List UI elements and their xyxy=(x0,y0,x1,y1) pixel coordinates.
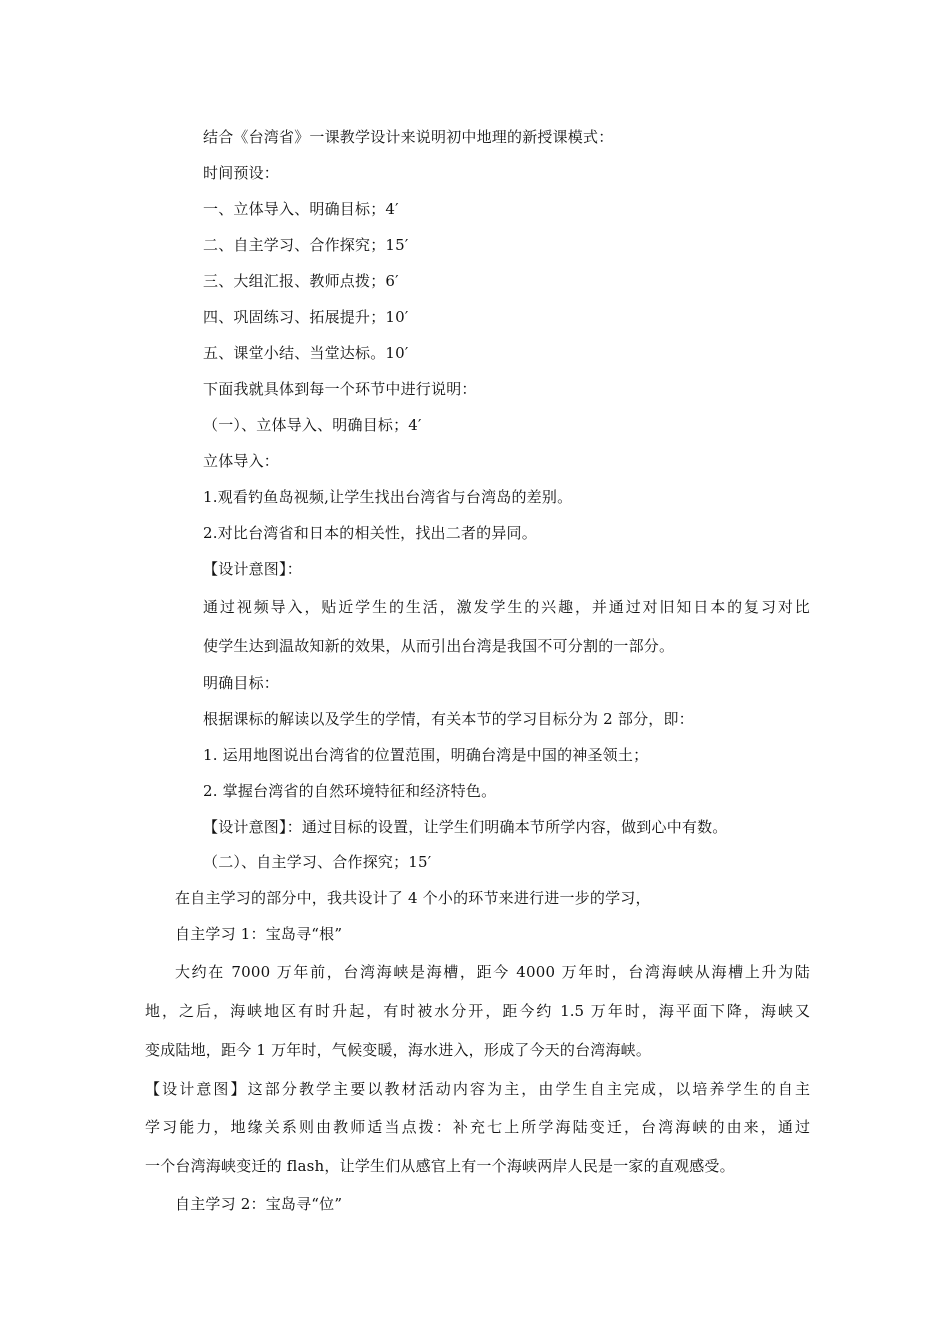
goals-heading: 明确目标： xyxy=(203,674,280,692)
design-intent-3-line-1: 【设计意图】这部分教学主要以教材活动内容为主，由学生自主完成，以培养学生的自主 xyxy=(145,1080,810,1098)
intro-line: 结合《台湾省》一课教学设计来说明初中地理的新授课模式： xyxy=(203,128,614,146)
schedule-item-3: 三、大组汇报、教师点拨；6′ xyxy=(203,272,399,290)
section-2-heading: （二）、自主学习、合作探究；15′ xyxy=(203,853,432,871)
design-intent-2: 【设计意图】：通过目标的设置，让学生们明确本节所学内容，做到心中有数。 xyxy=(203,818,728,836)
self-study-2-heading: 自主学习 2：宝岛寻“位” xyxy=(175,1195,343,1213)
design-intent-3-line-3: 一个台湾海峡变迁的 flash，让学生们从感官上有一个海峡两岸人民是一家的直观感受。 xyxy=(145,1157,735,1175)
strait-history-line-3: 变成陆地，距今 1 万年时，气候变暖，海水进入，形成了今天的台湾海峡。 xyxy=(145,1041,652,1059)
stereo-intro-item-2: 2.对比台湾省和日本的相关性，找出二者的异同。 xyxy=(203,524,537,542)
section-1-heading: （一）、立体导入、明确目标；4′ xyxy=(203,416,422,434)
schedule-item-2: 二、自主学习、合作探究；15′ xyxy=(203,236,409,254)
design-intent-1-line-1: 通过视频导入，贴近学生的生活，激发学生的兴趣，并通过对旧知日本的复习对比 xyxy=(203,598,810,616)
design-intent-3-line-2: 学习能力，地缘关系则由教师适当点拨：补充七上所学海陆变迁，台湾海峡的由来，通过 xyxy=(145,1118,810,1136)
design-intent-heading-1: 【设计意图】： xyxy=(203,560,302,578)
goal-item-1: 1. 运用地图说出台湾省的位置范围，明确台湾是中国的神圣领土； xyxy=(203,746,649,764)
design-intent-1-line-2: 使学生达到温故知新的效果，从而引出台湾是我国不可分割的一部分。 xyxy=(203,637,675,655)
time-preset-heading: 时间预设： xyxy=(203,164,280,182)
self-study-intro: 在自主学习的部分中，我共设计了 4 个小的环节来进行进一步的学习， xyxy=(175,889,651,907)
self-study-1-heading: 自主学习 1：宝岛寻“根” xyxy=(175,925,343,943)
strait-history-line-1: 大约在 7000 万年前，台湾海峡是海槽，距今 4000 万年时，台湾海峡从海槽上升为陆 xyxy=(175,963,810,981)
stereo-intro-item-1: 1.观看钓鱼岛视频,让学生找出台湾省与台湾岛的差别。 xyxy=(203,488,573,506)
strait-history-line-2: 地，之后，海峡地区有时升起，有时被水分开，距今约 1.5 万年时，海平面下降，海峡又 xyxy=(145,1002,810,1020)
schedule-item-5: 五、课堂小结、当堂达标。10′ xyxy=(203,344,409,362)
goal-item-2: 2. 掌握台湾省的自然环境特征和经济特色。 xyxy=(203,782,497,800)
goals-intro: 根据课标的解读以及学生的学情，有关本节的学习目标分为 2 部分，即： xyxy=(203,710,694,728)
schedule-item-1: 一、立体导入、明确目标；4′ xyxy=(203,200,399,218)
stereo-intro-heading: 立体导入： xyxy=(203,452,280,470)
explanation-intro: 下面我就具体到每一个环节中进行说明： xyxy=(203,380,477,398)
schedule-item-4: 四、巩固练习、拓展提升；10′ xyxy=(203,308,409,326)
